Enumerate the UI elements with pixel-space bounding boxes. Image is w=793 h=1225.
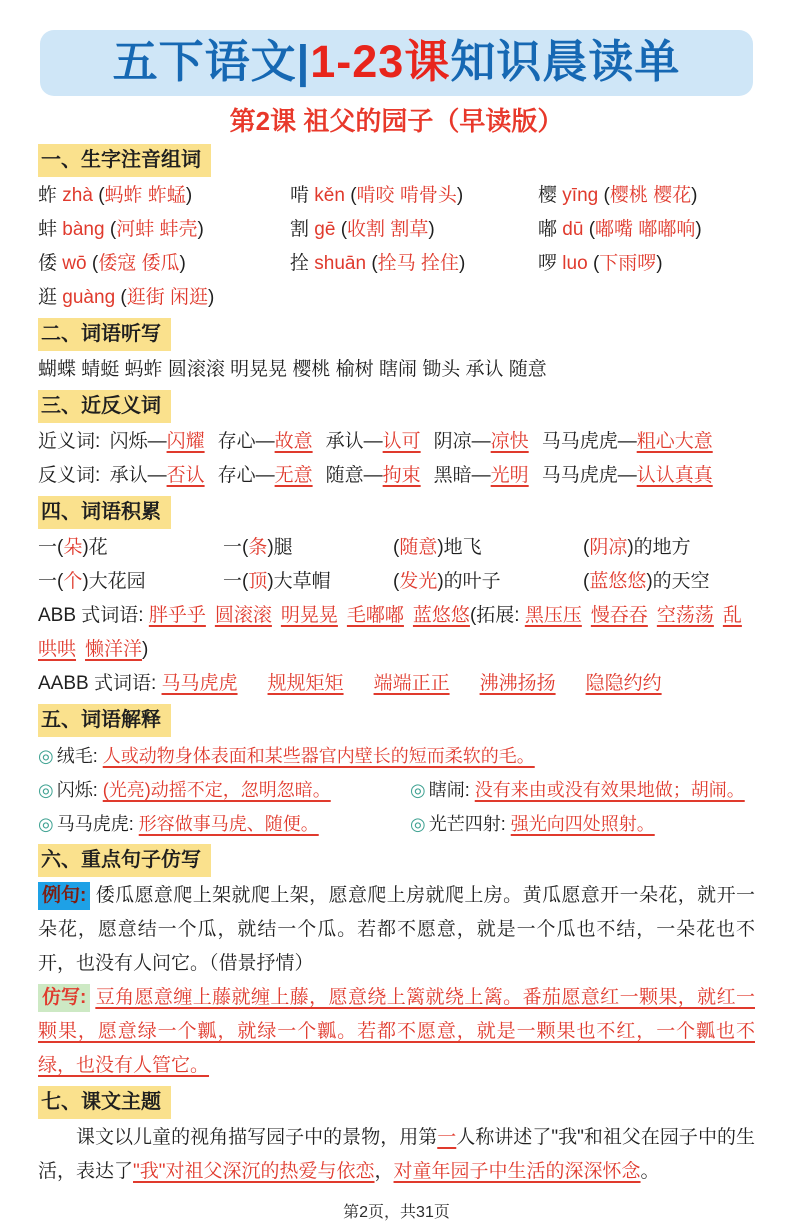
colloc-post: )地飞 <box>437 537 482 558</box>
compound-words: 倭寇 倭瓜 <box>98 253 180 274</box>
term: 绒毛: <box>56 746 103 766</box>
pinyin: guàng <box>62 287 116 308</box>
paren-close: ) <box>691 185 698 206</box>
circle-bullet-icon: ◎ <box>38 780 54 800</box>
collocation <box>38 531 223 565</box>
lesson-subtitle: 第2课 祖父的园子（早读版） <box>229 106 564 136</box>
circle-bullet-icon: ◎ <box>38 746 54 766</box>
title-part-blue-left: 五下语文| <box>112 36 311 87</box>
compound-words: 收割 割草 <box>347 219 429 240</box>
page-title <box>40 30 753 96</box>
example-label: 例句: <box>38 882 90 910</box>
collocation <box>38 565 223 599</box>
abb-word: 胖乎乎 <box>148 605 206 626</box>
abb-word: 蓝悠悠 <box>412 605 470 626</box>
pair-left: 承认— <box>325 431 383 452</box>
colloc-post: )花 <box>82 537 108 558</box>
pinyin-entry <box>538 213 755 247</box>
abb-ext-word: 黑压压 <box>524 605 582 626</box>
colloc-post: )大花园 <box>82 571 146 592</box>
pinyin: bàng <box>62 219 105 240</box>
abb-ext-word: 慢吞吞 <box>590 605 648 626</box>
theme-seg: 人称讲述了"我"和祖父在园子中的生活，表达了 <box>38 1127 755 1182</box>
pair-right: 粗心大意 <box>636 431 713 452</box>
word-pair <box>218 465 313 486</box>
abb-ext-label: (拓展: <box>469 605 525 626</box>
pair-right: 拘束 <box>382 465 421 486</box>
paren-close: ) <box>656 253 663 274</box>
compound-words: 嘟嘴 嘟嘟响 <box>595 219 696 240</box>
collocation <box>393 531 583 565</box>
pinyin-word-grid <box>38 179 755 315</box>
pair-right: 故意 <box>274 431 313 452</box>
section-2-header: 二、词语听写 <box>38 318 171 351</box>
colloc-word: 个 <box>63 571 83 592</box>
colloc-word: 条 <box>248 537 268 558</box>
colloc-word: 朵 <box>63 537 83 558</box>
pinyin-entry <box>290 247 538 281</box>
pair-left: 随意— <box>325 465 383 486</box>
definition: 强光向四处照射。 <box>510 814 655 834</box>
pinyin-entry <box>38 179 290 213</box>
colloc-pre: 一( <box>223 571 249 592</box>
pair-right: 光明 <box>490 465 529 486</box>
pinyin: shuān <box>314 253 367 274</box>
definition-item <box>410 773 755 807</box>
paren-close: ) <box>456 185 464 206</box>
imitation-sentence <box>38 981 755 1083</box>
pinyin: gē <box>314 219 336 240</box>
compound-words: 蚂蚱 蚱蜢 <box>104 185 186 206</box>
aabb-word: 规规矩矩 <box>267 673 344 694</box>
colloc-word: 阴凉 <box>589 537 628 558</box>
collocation <box>393 565 583 599</box>
hanzi: 嘟 <box>538 219 558 240</box>
colloc-pre: 一( <box>38 571 64 592</box>
imitation-label: 仿写: <box>38 984 90 1012</box>
abb-word: 圆滚滚 <box>214 605 272 626</box>
section-7 <box>38 1086 755 1119</box>
circle-bullet-icon: ◎ <box>38 814 54 834</box>
collocation <box>223 565 393 599</box>
collocation <box>583 565 755 599</box>
paren-close: ) <box>197 219 204 240</box>
definition: (光亮)动摇不定，忽明忽暗。 <box>102 780 331 800</box>
definition-item <box>410 807 755 841</box>
collocation <box>583 531 755 565</box>
pair-right: 闪耀 <box>166 431 205 452</box>
hanzi: 啃 <box>290 185 310 206</box>
paren-open: ( <box>120 287 127 308</box>
synonyms-line <box>38 425 755 459</box>
title-part-blue-right: 知识晨读单 <box>450 36 681 87</box>
pair-left: 黑暗— <box>433 465 491 486</box>
hanzi: 樱 <box>538 185 558 206</box>
paren-close: ) <box>695 219 702 240</box>
pinyin: kěn <box>314 185 345 206</box>
pinyin-entry <box>538 179 755 213</box>
section-1 <box>38 144 755 177</box>
pair-left: 马马虎虎— <box>541 431 637 452</box>
paren-open: ( <box>588 219 596 240</box>
compound-words: 啃咬 啃骨头 <box>356 185 457 206</box>
theme-seg: 课文以儿童的视角描写园子中的景物，用第 <box>76 1127 438 1148</box>
theme-seg-highlight: "我"对祖父深沉的热爱与依恋 <box>133 1161 375 1182</box>
paren-open: ( <box>350 185 357 206</box>
word-pair <box>110 465 205 486</box>
word-pair <box>542 465 713 486</box>
pinyin: zhà <box>62 185 93 206</box>
pair-left: 存心— <box>217 431 275 452</box>
pair-right: 认认真真 <box>636 465 713 486</box>
pair-left: 闪烁— <box>109 431 167 452</box>
term: 马马虎虎: <box>56 814 139 834</box>
title-part-red: 1-23课 <box>310 36 451 87</box>
compound-words: 下雨啰 <box>599 253 657 274</box>
pinyin: dū <box>562 219 584 240</box>
colloc-pre: 一( <box>223 537 249 558</box>
synonyms-label: 近义词: <box>38 431 106 452</box>
collocation <box>223 531 393 565</box>
theme-seg-highlight: 一 <box>437 1127 457 1148</box>
paren-close: ) <box>428 219 435 240</box>
theme-seg: ， <box>374 1161 394 1182</box>
pair-left: 阴凉— <box>433 431 491 452</box>
pinyin: yīng <box>562 185 599 206</box>
colloc-post: )的天空 <box>646 571 710 592</box>
definition: 人或动物身体表面和某些器官内壁长的短而柔软的毛。 <box>102 746 535 766</box>
paren-close: ) <box>185 185 193 206</box>
pinyin-entry <box>38 281 290 315</box>
colloc-word: 顶 <box>248 571 268 592</box>
example-text: 倭瓜愿意爬上架就爬上架，愿意爬上房就爬上房。黄瓜愿意开一朵花，就开一朵花，愿意结一个瓜，就结一个瓜。若都不愿意，就是一个瓜也不结，一朵花也不开，也没有人问它。（借景抒情） <box>38 885 755 974</box>
abb-word: 毛嘟嘟 <box>346 605 404 626</box>
section-1-header: 一、生字注音组词 <box>38 144 211 177</box>
definition-item <box>38 773 410 807</box>
pair-right: 无意 <box>274 465 313 486</box>
paren-open: ( <box>371 253 378 274</box>
section-4-header: 四、词语积累 <box>38 496 171 529</box>
antonyms-label: 反义词: <box>38 465 106 486</box>
section-4 <box>38 496 755 529</box>
word-pair <box>326 431 421 452</box>
paren-open: ( <box>98 185 105 206</box>
definitions-grid <box>38 739 755 841</box>
example-sentence <box>38 879 755 981</box>
imitation-text: 豆角愿意缠上藤就缠上藤，愿意绕上篱就绕上篱。番茄愿意红一颗果，就红一颗果，愿意绿一个瓤，就绿一个瓤。若都不愿意，就是一颗果也不红，一个瓤也不绿，也没有人管它。 <box>38 987 755 1076</box>
circle-bullet-icon: ◎ <box>410 780 426 800</box>
compound-words: 河蚌 蚌壳 <box>116 219 198 240</box>
word-pair <box>542 431 713 452</box>
pair-right: 认可 <box>382 431 421 452</box>
colloc-pre: ( <box>583 537 590 558</box>
paren-open: ( <box>603 185 610 206</box>
word-pair <box>434 465 529 486</box>
colloc-word: 随意 <box>399 537 438 558</box>
definition-item <box>38 739 755 773</box>
colloc-pre: ( <box>393 537 400 558</box>
hanzi: 割 <box>290 219 310 240</box>
definition-item <box>38 807 410 841</box>
circle-bullet-icon: ◎ <box>410 814 426 834</box>
definition: 形容做事马虎、随便。 <box>138 814 319 834</box>
colloc-post: )大草帽 <box>267 571 331 592</box>
paren-close: ) <box>208 287 215 308</box>
term: 闪烁: <box>56 780 103 800</box>
word-pair <box>110 431 205 452</box>
compound-words: 逛街 闲逛 <box>126 287 209 308</box>
term: 瞎闹: <box>428 780 475 800</box>
section-3 <box>38 390 755 423</box>
collocation-grid <box>38 531 755 599</box>
word-pair <box>218 431 313 452</box>
hanzi: 逛 <box>38 287 58 308</box>
pair-right: 否认 <box>166 465 205 486</box>
abb-word: 明晃晃 <box>280 605 338 626</box>
paren-close: ) <box>179 253 186 274</box>
dictation-words: 蝴蝶 蜻蜓 蚂蚱 圆滚滚 明晃晃 樱桃 榆树 瞎闹 锄头 承认 随意 <box>38 359 547 380</box>
colloc-pre: ( <box>393 571 400 592</box>
abb-ext-word: 懒洋洋 <box>85 639 143 660</box>
colloc-pre: ( <box>583 571 590 592</box>
section-3-header: 三、近反义词 <box>38 390 171 423</box>
pinyin-entry <box>38 247 290 281</box>
word-pair <box>434 431 529 452</box>
paren-open: ( <box>91 253 99 274</box>
aabb-word: 端端正正 <box>373 673 450 694</box>
aabb-word: 马马虎虎 <box>161 673 238 694</box>
section-6 <box>38 844 755 877</box>
section-6-header: 六、重点句子仿写 <box>38 844 211 877</box>
colloc-word: 发光 <box>399 571 438 592</box>
word-pair <box>326 465 421 486</box>
abb-ext-word: 空荡荡 <box>656 605 714 626</box>
section-2 <box>38 318 755 351</box>
theme-paragraph <box>38 1121 755 1189</box>
paren-open: ( <box>340 219 348 240</box>
abb-ext-word: 乱哄哄 <box>38 605 742 660</box>
pinyin-entry <box>290 179 538 213</box>
hanzi: 蚱 <box>38 185 58 206</box>
colloc-post: )的叶子 <box>437 571 501 592</box>
aabb-words-line <box>38 667 755 701</box>
colloc-word: 蓝悠悠 <box>589 571 647 592</box>
section-5-header: 五、词语解释 <box>38 704 171 737</box>
abb-words-line <box>38 599 755 667</box>
aabb-word: 沸沸扬扬 <box>479 673 556 694</box>
pair-left: 存心— <box>217 465 275 486</box>
pair-left: 马马虎虎— <box>541 465 637 486</box>
section-5 <box>38 704 755 737</box>
pair-left: 承认— <box>109 465 167 486</box>
paren-open: ( <box>592 253 600 274</box>
compound-words: 拴马 拴住 <box>377 253 459 274</box>
pinyin-entry <box>290 213 538 247</box>
theme-seg: 。 <box>640 1161 660 1182</box>
section-7-header: 七、课文主题 <box>38 1086 171 1119</box>
pinyin-entry <box>538 247 755 281</box>
abb-close-paren: ) <box>142 639 149 660</box>
aabb-word: 隐隐约约 <box>585 673 662 694</box>
term: 光芒四射: <box>428 814 511 834</box>
colloc-post: )腿 <box>267 537 293 558</box>
aabb-label: AABB 式词语: <box>38 673 162 694</box>
abb-label: ABB 式词语: <box>38 605 149 626</box>
theme-seg-highlight: 对童年园子中生活的深深怀念 <box>393 1161 641 1182</box>
definition: 没有来由或没有效果地做；胡闹。 <box>474 780 745 800</box>
pinyin-entry <box>38 213 290 247</box>
colloc-pre: 一( <box>38 537 64 558</box>
hanzi: 拴 <box>290 253 310 274</box>
colloc-post: )的地方 <box>627 537 691 558</box>
page-number: 第2页，共31页 <box>343 1204 450 1221</box>
hanzi: 倭 <box>38 253 58 274</box>
paren-close: ) <box>458 253 466 274</box>
antonyms-line <box>38 459 755 493</box>
paren-open: ( <box>109 219 117 240</box>
pinyin: wō <box>62 253 87 274</box>
hanzi: 啰 <box>538 253 558 274</box>
pair-right: 凉快 <box>490 431 529 452</box>
hanzi: 蚌 <box>38 219 58 240</box>
compound-words: 樱桃 樱花 <box>609 185 692 206</box>
pinyin: luo <box>562 253 588 274</box>
